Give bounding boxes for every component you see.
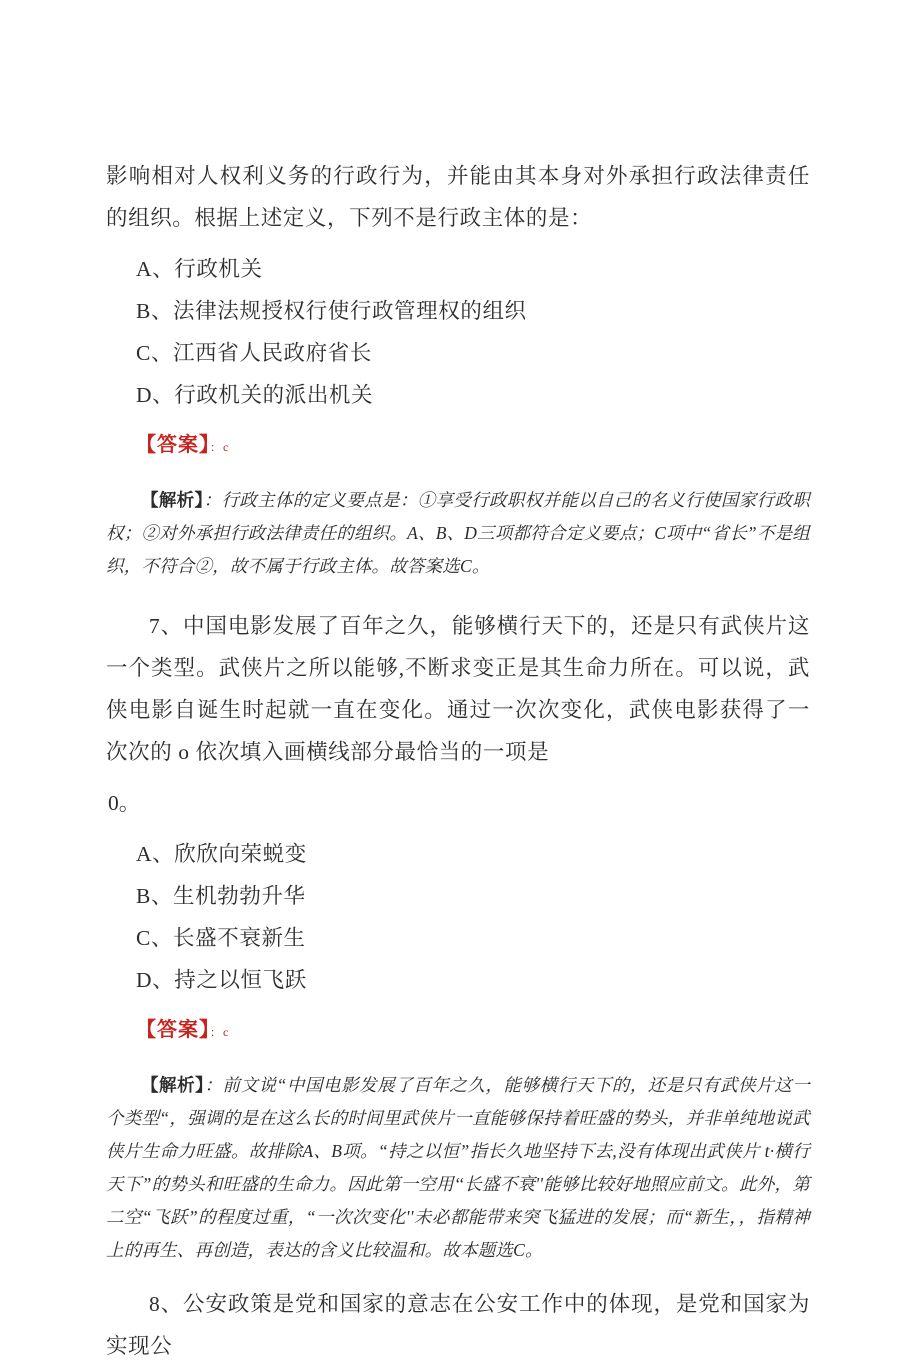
question-7-option-d: D、持之以恒飞跃 [136,968,307,992]
answer-value: c [223,1025,229,1039]
spacer [106,239,810,248]
question-6-stem: 影响相对人权利义务的行政行为，并能由其本身对外承担行政法律责任的组织。根据上述定义，下列不是行政主体的是： [106,164,810,230]
spacer [106,1053,810,1069]
spacer [106,416,810,425]
answer-label: 【答案】 [136,1019,210,1041]
answer-value: c [223,440,229,454]
question-6-explanation [106,484,810,583]
question-7-explanation [106,1069,810,1267]
question-7-option-b: B、生机勃勃升华 [136,884,306,908]
question-6-option-c: C、江西省人民政府省长 [136,341,372,365]
question-6-answer [106,425,810,468]
spacer [106,824,810,833]
answer-separator: ： [210,442,221,454]
question-8-stem: 8、公安政策是党和国家的意志在公安工作中的体现，是党和国家为实现公 [106,1292,810,1358]
question-7-option-c: C、长盛不衰新生 [136,926,306,950]
question-6-option-d: D、行政机关的派出机关 [136,383,374,407]
question-7-stem: 7、中国电影发展了百年之久，能够横行天下的，还是只有武侠片这一个类型。武侠片之所以能够,不断求变正是其生命力所在。可以说，武侠电影自诞生时起就一直在变化。通过一次次变化，武侠电影获得了一次次的 o 依次填入画横线部分最恰当的一项是 [106,614,810,764]
explanation-text: ：行政主体的定义要点是：①享受行政职权并能以自己的名义行使国家行政职权；②对外承担行政法律责任的组织。A、B、D三项都符合定义要点；C项中“省长”不是组织，不符合②，故不属于行政主体。故答案选C。 [106,490,810,576]
spacer [106,583,810,605]
question-6-option-a: A、行政机关 [136,257,263,281]
answer-label: 【答案】 [136,434,210,456]
question-6-option-b: B、法律法规授权行使行政管理权的组织 [136,299,527,323]
explanation-label: 【解析】 [141,1075,205,1095]
spacer [106,1267,810,1283]
explanation-label: 【解析】 [141,490,204,510]
answer-separator: ： [210,1027,221,1039]
question-7-option-a: A、欣欣向荣蜕变 [136,842,307,866]
explanation-text: ：前文说“中国电影发展了百年之久，能够横行天下的，还是只有武侠片这一个类型“，强调的是在这么长的时间里武侠片一直能够保持着旺盛的势头，并非单纯地说武侠片生命力旺盛。故排除A、B项。“持之以恒”指长久地坚持下去,没有体现出武侠片 t·横行天下”的势头和旺盛的生命力。因此第一空用‘‘长盛不衰''能够比较好地照应前文。此外，第二空“飞跃”的程度过重，“一次次变化''未必都能带来突飞猛进的发展；而“新生，，指精神上的再生、再创造，表达的含义比较温和。故本题选C。 [106,1075,810,1260]
spacer [106,1001,810,1010]
spacer [106,468,810,484]
question-7-orphan-line: 0。 [108,791,141,815]
spacer [106,773,810,782]
question-7-answer [106,1010,810,1053]
